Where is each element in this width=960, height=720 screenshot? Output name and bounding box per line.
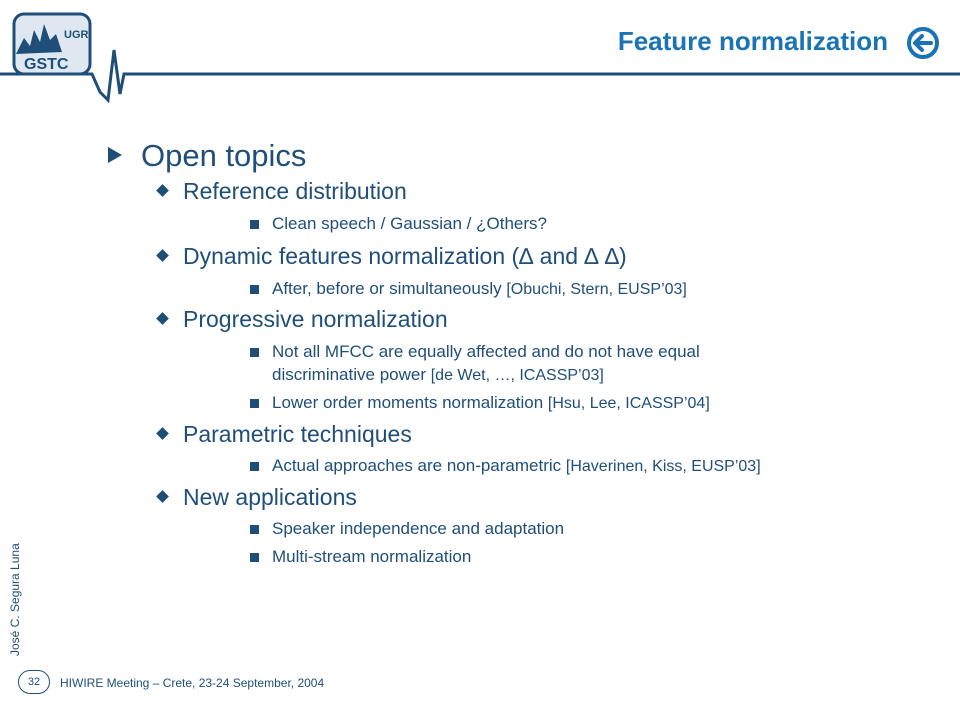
point-text: Actual approaches are non-parametric [Haverinen, Kiss, EUSP’03] [272,456,761,475]
point-text: discriminative power [de Wet, …, ICASSP’03] [272,365,604,384]
topic-label: Dynamic features normalization (∆ and ∆ ∆) [183,243,627,269]
topic-label: Parametric techniques [183,421,412,447]
heading-text: Open topics [141,138,307,173]
point-text: Multi-stream normalization [272,547,472,566]
point-text: Lower order moments normalization [Hsu, Lee, ICASSP’04] [272,393,710,412]
author-name: José C. Segura Luna [8,543,22,656]
diamond-bullet-icon [156,249,169,262]
square-bullet-icon [250,399,259,408]
page-number: 32 [18,670,50,694]
topic-label: New applications [183,484,357,510]
footer-event: HIWIRE Meeting – Crete, 23-24 September, 2004 [60,676,325,690]
diamond-bullet-icon [156,490,169,503]
triangle-bullet-icon [108,147,122,163]
diamond-bullet-icon [156,427,169,440]
square-bullet-icon [250,462,259,471]
square-bullet-icon [250,285,259,294]
logo-text-top: UGR [64,29,89,41]
diamond-bullet-icon [156,184,169,197]
point-text: Speaker independence and adaptation [272,519,565,538]
logo-text-bottom: GSTC [24,56,69,73]
citation: [Hsu, Lee, ICASSP’04] [547,395,710,412]
square-bullet-icon [250,348,259,357]
topic-label: Reference distribution [183,178,407,204]
point-text: After, before or simultaneously [Obuchi, Stern, EUSP’03] [272,279,687,298]
citation: [de Wet, …, ICASSP’03] [430,367,604,384]
slide-title: Feature normalization [617,26,888,56]
topic-label: Progressive normalization [183,306,448,332]
square-bullet-icon [250,525,259,534]
square-bullet-icon [250,553,259,562]
citation: [Obuchi, Stern, EUSP’03] [506,281,687,298]
citation: [Haverinen, Kiss, EUSP’03] [565,458,761,475]
diamond-bullet-icon [156,312,169,325]
point-text: Not all MFCC are equally affected and do not have equal [272,342,700,361]
square-bullet-icon [250,220,259,229]
point-text: Clean speech / Gaussian / ¿Others? [272,214,547,233]
